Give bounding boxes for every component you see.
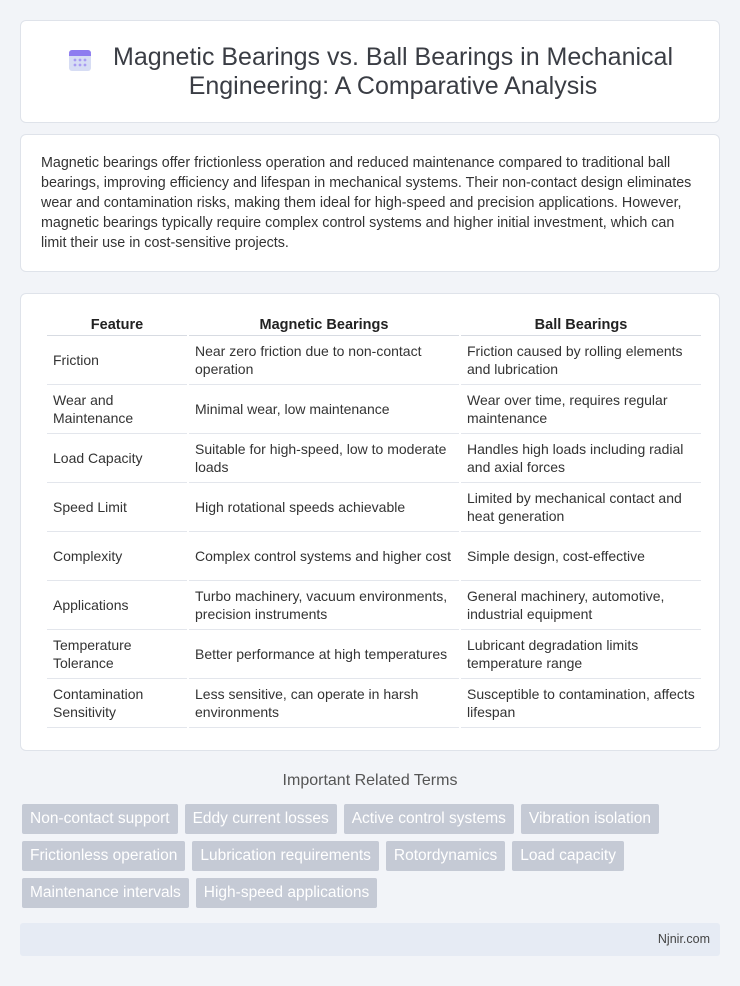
magnetic-cell: Near zero friction due to non-contact operation <box>189 336 459 385</box>
header-magnetic-bearings: Magnetic Bearings <box>189 312 459 336</box>
table-row <box>47 483 701 532</box>
intro-paragraph: Magnetic bearings offer frictionless operation and reduced maintenance compared to traditional ball bearings, improving efficiency and lifespan in mechanical systems. Their non-contact design eliminates wear and contamination risks, making them ideal for high-speed and precision applications. However, magnetic bearings typically require complex control systems and higher initial investment, which can limit their use in cost-sensitive projects. <box>41 155 692 251</box>
feature-cell: Wear and Maintenance <box>47 385 187 434</box>
intro-card <box>20 134 720 272</box>
magnetic-cell: Suitable for high-speed, low to moderate loads <box>189 434 459 483</box>
related-term-tag[interactable]: Non-contact support <box>22 804 178 834</box>
feature-cell: Friction <box>47 336 187 385</box>
related-term-tag[interactable]: Frictionless operation <box>22 841 185 871</box>
header-feature: Feature <box>47 312 187 336</box>
ball-cell: Wear over time, requires regular maintenance <box>461 385 701 434</box>
related-term-tag[interactable]: Maintenance intervals <box>22 878 189 908</box>
related-term-tag[interactable]: Lubrication requirements <box>192 841 379 871</box>
comparison-table <box>45 312 703 728</box>
magnetic-cell: Better performance at high temperatures <box>189 630 459 679</box>
table-row <box>47 679 701 728</box>
ball-cell: Friction caused by rolling elements and lubrication <box>461 336 701 385</box>
footer-site-link[interactable]: Njnir.com <box>657 932 710 946</box>
magnetic-cell: Minimal wear, low maintenance <box>189 385 459 434</box>
table-header-row <box>47 312 701 336</box>
ball-cell: Susceptible to contamination, affects lifespan <box>461 679 701 728</box>
magnetic-cell: Turbo machinery, vacuum environments, precision instruments <box>189 581 459 630</box>
magnetic-cell: Less sensitive, can operate in harsh environments <box>189 679 459 728</box>
magnetic-cell: Complex control systems and higher cost <box>189 532 459 581</box>
related-term-tag[interactable]: Vibration isolation <box>521 804 659 834</box>
related-term-tag[interactable]: Load capacity <box>512 841 624 871</box>
table-row <box>47 336 701 385</box>
ball-cell: General machinery, automotive, industrial equipment <box>461 581 701 630</box>
feature-cell: Speed Limit <box>47 483 187 532</box>
ball-cell: Limited by mechanical contact and heat generation <box>461 483 701 532</box>
title-card <box>20 20 720 123</box>
related-term-tag[interactable]: High-speed applications <box>196 878 377 908</box>
feature-cell: Applications <box>47 581 187 630</box>
ball-cell: Simple design, cost-effective <box>461 532 701 581</box>
ball-cell: Handles high loads including radial and axial forces <box>461 434 701 483</box>
feature-cell: Complexity <box>47 532 187 581</box>
footer <box>20 923 720 956</box>
table-row <box>47 434 701 483</box>
feature-cell: Load Capacity <box>47 434 187 483</box>
table-row <box>47 630 701 679</box>
related-term-tag[interactable]: Rotordynamics <box>386 841 505 871</box>
related-term-tag[interactable]: Eddy current losses <box>185 804 337 834</box>
header-ball-bearings: Ball Bearings <box>461 312 701 336</box>
related-terms-heading: Important Related Terms <box>282 772 458 789</box>
comparison-table-card <box>20 293 720 751</box>
page-title: Magnetic Bearings vs. Ball Bearings in Mechanical Engineering: A Comparative Analysis <box>113 42 673 100</box>
feature-cell: Contamination Sensitivity <box>47 679 187 728</box>
ball-cell: Lubricant degradation limits temperature range <box>461 630 701 679</box>
related-terms-list <box>22 804 722 908</box>
feature-cell: Temperature Tolerance <box>47 630 187 679</box>
calendar-icon <box>67 47 93 73</box>
table-row <box>47 385 701 434</box>
related-term-tag[interactable]: Active control systems <box>344 804 514 834</box>
table-row <box>47 581 701 630</box>
magnetic-cell: High rotational speeds achievable <box>189 483 459 532</box>
table-row <box>47 532 701 581</box>
